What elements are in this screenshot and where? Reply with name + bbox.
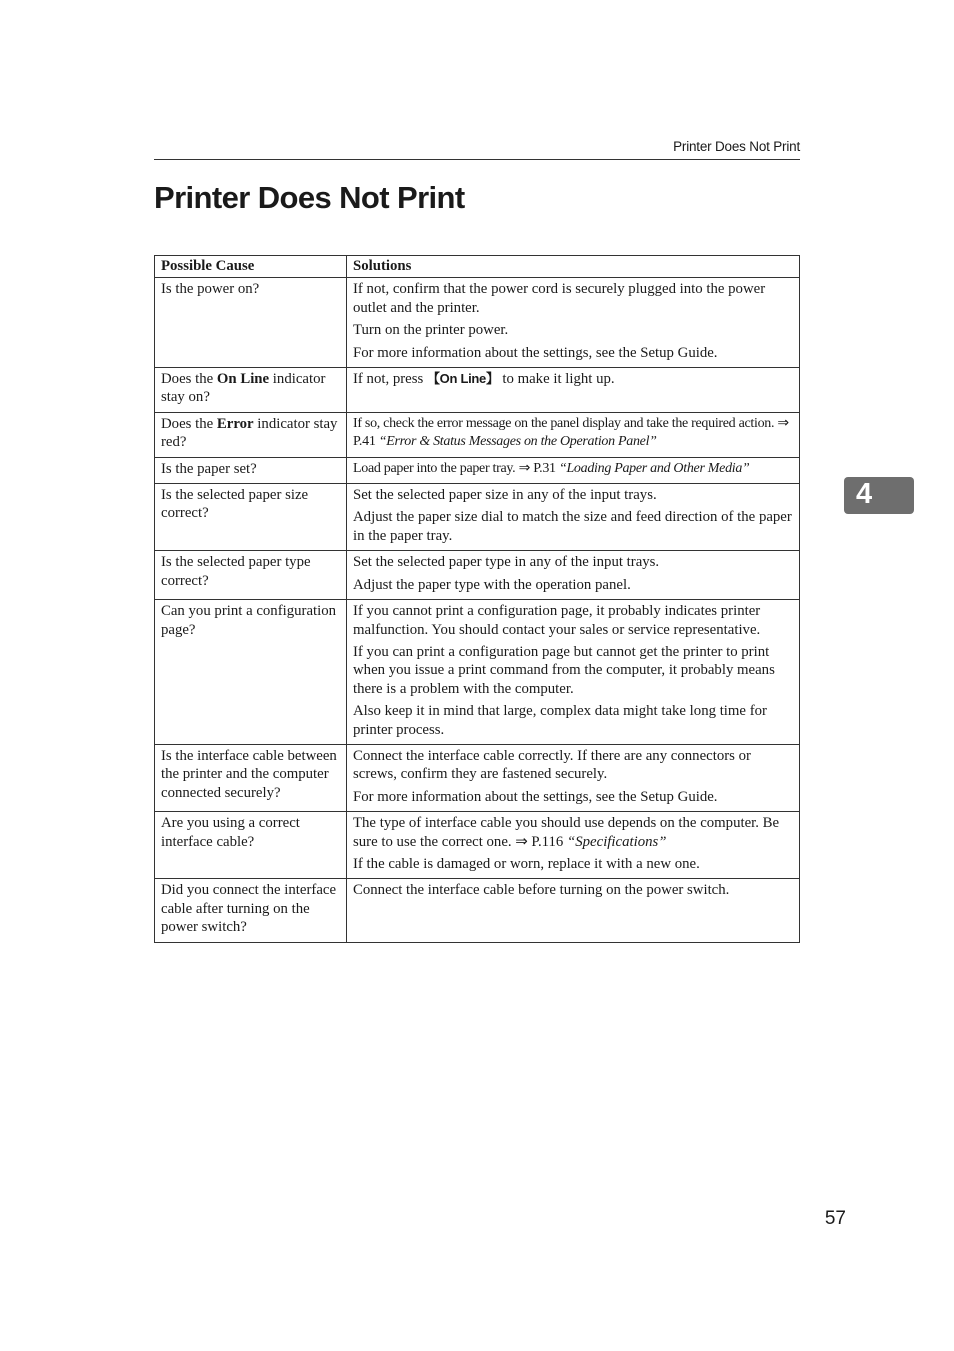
cause-text: Does the — [161, 415, 217, 432]
header-rule — [154, 159, 800, 160]
solution-text: If so, check the error message on the panel display and take the required action. ⇒ P.41 — [353, 415, 789, 450]
solution-text: If you cannot print a configuration page, it probably indicates printer malfunction. You should contact your sales or service representative. — [353, 603, 761, 638]
cause-cell: Are you using a correct interface cable? — [155, 812, 347, 879]
table-row — [155, 600, 800, 745]
cause-cell — [155, 368, 347, 413]
solution-cell — [347, 368, 800, 413]
cause-cell: Is the selected paper size correct? — [155, 484, 347, 551]
table-row — [155, 457, 800, 483]
solution-text: The type of interface cable you should use depends on the computer. Be sure to use the correct one. ⇒ P.116 — [353, 815, 780, 850]
solution-text: Adjust the paper size dial to match the size and feed direction of the paper in the paper tray. — [353, 509, 792, 544]
on-line-key: 【On Line】 — [426, 371, 499, 387]
chapter-number: 4 — [856, 478, 873, 510]
solution-text: Also keep it in mind that large, complex data might take long time for printer process. — [353, 703, 767, 738]
solution-text: If not, press — [353, 371, 427, 388]
troubleshooting-table — [154, 255, 800, 943]
chapter-tab — [844, 477, 914, 514]
solution-text: Set the selected paper size in any of the input trays. — [353, 487, 657, 504]
cause-text: indicator stay on? — [161, 371, 326, 406]
cross-reference-link[interactable]: “Error & Status Messages on the Operation Panel” — [378, 434, 657, 450]
table-row — [155, 879, 800, 942]
solution-text: Load paper into the paper tray. ⇒ P.31 — [353, 460, 559, 476]
solution-text: Turn on the printer power. — [353, 322, 509, 339]
cause-text: indicator stay red? — [161, 415, 338, 451]
table-row — [155, 551, 800, 600]
solution-cell — [347, 412, 800, 457]
solution-text: For more information about the settings, see the Setup Guide. — [353, 788, 718, 805]
indicator-name: On Line — [216, 371, 270, 388]
solution-text: Set the selected paper type in any of the input trays. — [353, 554, 660, 571]
table-row — [155, 812, 800, 879]
cause-cell: Did you connect the interface cable after turning on the power switch? — [155, 879, 347, 942]
page-number: 57 — [824, 1208, 846, 1229]
solution-cell — [347, 278, 800, 368]
header-solutions: Solutions — [347, 256, 800, 278]
solution-cell — [347, 600, 800, 745]
cause-text: Does the — [161, 371, 217, 388]
table-row — [155, 368, 800, 413]
cause-cell: Is the power on? — [155, 278, 347, 368]
solution-text — [353, 814, 794, 851]
solution-text: Adjust the paper type with the operation panel. — [353, 576, 631, 593]
solution-text: Connect the interface cable before turning on the power switch. — [353, 882, 730, 899]
cause-cell: Is the paper set? — [155, 457, 347, 483]
cause-cell — [155, 412, 347, 457]
cross-reference-link[interactable]: “Loading Paper and Other Media” — [558, 460, 750, 476]
table-row — [155, 412, 800, 457]
solution-text: If not, confirm that the power cord is securely plugged into the power outlet and the printer. — [353, 281, 766, 316]
cross-reference-link[interactable]: “Specifications” — [567, 833, 667, 850]
table-header-row — [155, 256, 800, 278]
solution-cell — [347, 744, 800, 811]
solution-cell — [347, 457, 800, 483]
solution-text: Connect the interface cable correctly. If there are any connectors or screws, confirm they are fastened securely. — [353, 747, 751, 783]
solution-cell — [347, 551, 800, 600]
solution-text: If you can print a configuration page but cannot get the printer to print when you issue a print command from the computer, it probably means there is a problem with the computer. — [353, 643, 775, 697]
cause-cell: Is the interface cable between the printer and the computer connected securely? — [155, 744, 347, 811]
solution-text: For more information about the settings, see the Setup Guide. — [353, 344, 718, 361]
cause-cell: Is the selected paper type correct? — [155, 551, 347, 600]
solution-cell — [347, 879, 800, 942]
solution-cell — [347, 484, 800, 551]
cause-cell: Can you print a configuration page? — [155, 600, 347, 745]
solution-text: If the cable is damaged or worn, replace it with a new one. — [353, 855, 700, 872]
table-row — [155, 278, 800, 368]
table-row — [155, 744, 800, 811]
solution-cell — [347, 812, 800, 879]
running-header: Printer Does Not Print — [673, 139, 800, 154]
header-possible-cause: Possible Cause — [155, 256, 347, 278]
indicator-name: Error — [216, 415, 254, 432]
page-title: Printer Does Not Print — [154, 180, 465, 215]
table-row — [155, 484, 800, 551]
solution-text: to make it light up. — [498, 371, 615, 388]
